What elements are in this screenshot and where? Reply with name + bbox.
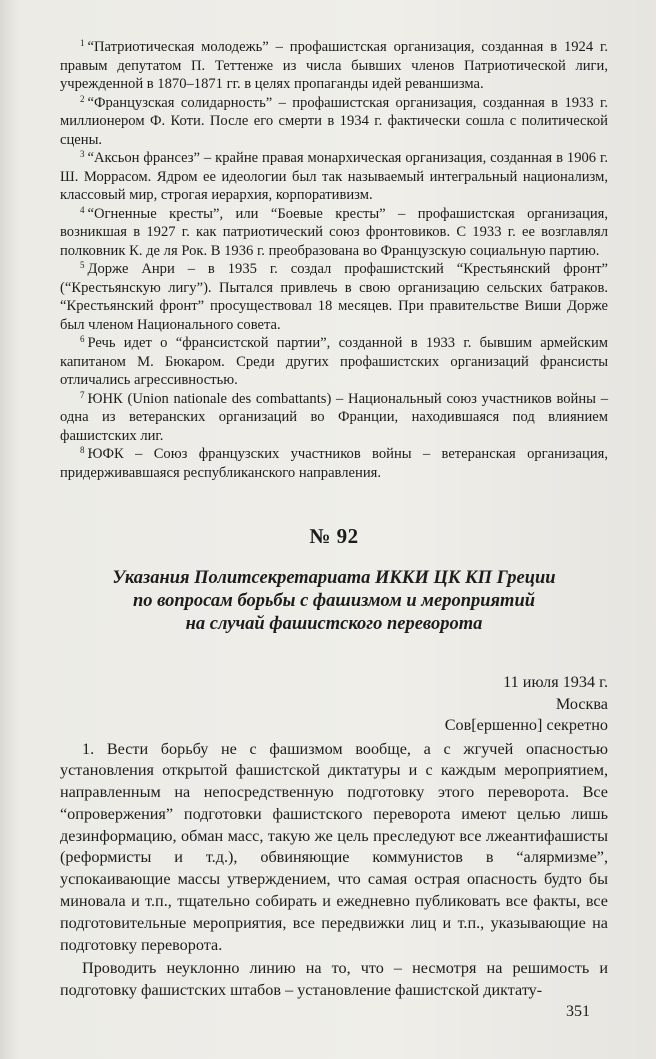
footnote-text: ЮНК (Union nationale des combattants) – Национальный союз участников войны – одна из ветеранских организаций во Франции, находившаяся под влиянием фашистских лиг. (60, 390, 608, 444)
footnotes-section (60, 38, 608, 482)
page-content (60, 38, 608, 1002)
document-title-line: по вопросам борьбы с фашизмом и мероприятий (132, 591, 536, 611)
footnote-8 (60, 445, 608, 482)
footnote-number: 8 (80, 445, 85, 455)
footnote-number: 7 (80, 389, 85, 400)
footnote-number: 2 (80, 93, 85, 104)
footnote-number: 1 (80, 38, 85, 48)
document-place: Москва (555, 694, 608, 713)
footnote-7 (60, 390, 608, 446)
footnote-1 (60, 38, 608, 94)
footnote-4 (60, 205, 608, 261)
document-title (60, 567, 608, 636)
document-date: 11 июля 1934 г. (503, 673, 608, 691)
footnote-text: Дорже Анри – в 1935 г. создал профашистский “Крестьянский фронт” (“Крестьянскую лигу”). Пытался привлечь в свою организацию сельских батраков. “Крестьянский фронт” просуществовал 18 месяцев. При правительстве Виши Дорже был членом Национального совета. (60, 261, 608, 333)
footnote-number: 3 (80, 149, 85, 159)
footnote-text: Речь идет о “франсистской партии”, созданной в 1933 г. бывшим армейским капитаном М. Бюкаром. Среди других профашистских организаций франсисты отличались агрессивностью. (60, 335, 608, 388)
body-paragraph: 1. Вести борьбу не с фашизмом вообще, а с жгучей опасностью установления открытой фашистской диктатуры и с каждым мероприятием, направленным на непосредственную подготовку этого переворота. Все “опровержения” подготовки фашистского переворота имеют целью лишь дезинформацию, обман масс, такую же цель преследуют все лжеантифашисты (реформисты и т.д.), обвиняющие коммунистов в “алярмизме”, успокаивающие массы утверждением, что самая острая опасность будто бы миновала и т.п., тщательно собирать и ежедневно публиковать все факты, все подготовительные мероприятия, все передвижки лиц и т.п., указывающие на подготовку переворота. (60, 739, 608, 954)
document-title-line: на случай фашистского переворота (185, 614, 483, 634)
document-number: № 92 (309, 524, 359, 548)
footnote-6 (60, 334, 608, 390)
footnote-text: “Огненные кресты”, или “Боевые кресты” – профашистская организация, возникшая в 1927 г. как патриотический союз фронтовиков. С 1933 г. ее возглавлял полковник К. де ля Рок. В 1936 г. преобразована во Французскую социальную партию. (60, 205, 608, 259)
footnote-text: “Патриотическая молодежь” – профашистская организация, созданная в 1924 г. правым депутатом П. Теттенже из числа бывших членов Патриотической лиги, учрежденной в 1870–1871 гг. в целях пропаганды идей реваншизма. (60, 39, 608, 92)
footnote-text: ЮФК – Союз французских участников войны – ветеранская организация, придерживавшаяся республиканского направления. (60, 446, 608, 481)
footnote-number: 5 (80, 260, 85, 270)
footnote-number: 4 (80, 204, 85, 215)
page-number: 351 (566, 1003, 590, 1020)
footnote-2 (60, 94, 608, 150)
body-paragraph: Проводить неуклонно линию на то, что – несмотря на решимость и подготовку фашистских штабов – установление фашистской диктату- (60, 959, 608, 1000)
footnote-3 (60, 149, 608, 205)
document-title-line: Указания Политсекретариата ИККИ ЦК КП Греции (112, 568, 556, 588)
footnote-number: 6 (80, 334, 85, 344)
footnote-5 (60, 260, 608, 334)
footnote-text: “Французская солидарность” – профашистская организация, созданная в 1933 г. миллионером Ф. Коти. После его смерти в 1934 г. фактически сошла с политической сцены. (60, 94, 608, 148)
footnote-text: “Аксьон франсез” – крайне правая монархическая организация, созданная в 1906 г. Ш. Моррасом. Ядром ее идеологии был так называемый интегральный национализм, классовый мир, строгая иерархия, корпоративизм. (60, 150, 608, 203)
document-classification: Сов[ершенно] секретно (444, 716, 608, 734)
